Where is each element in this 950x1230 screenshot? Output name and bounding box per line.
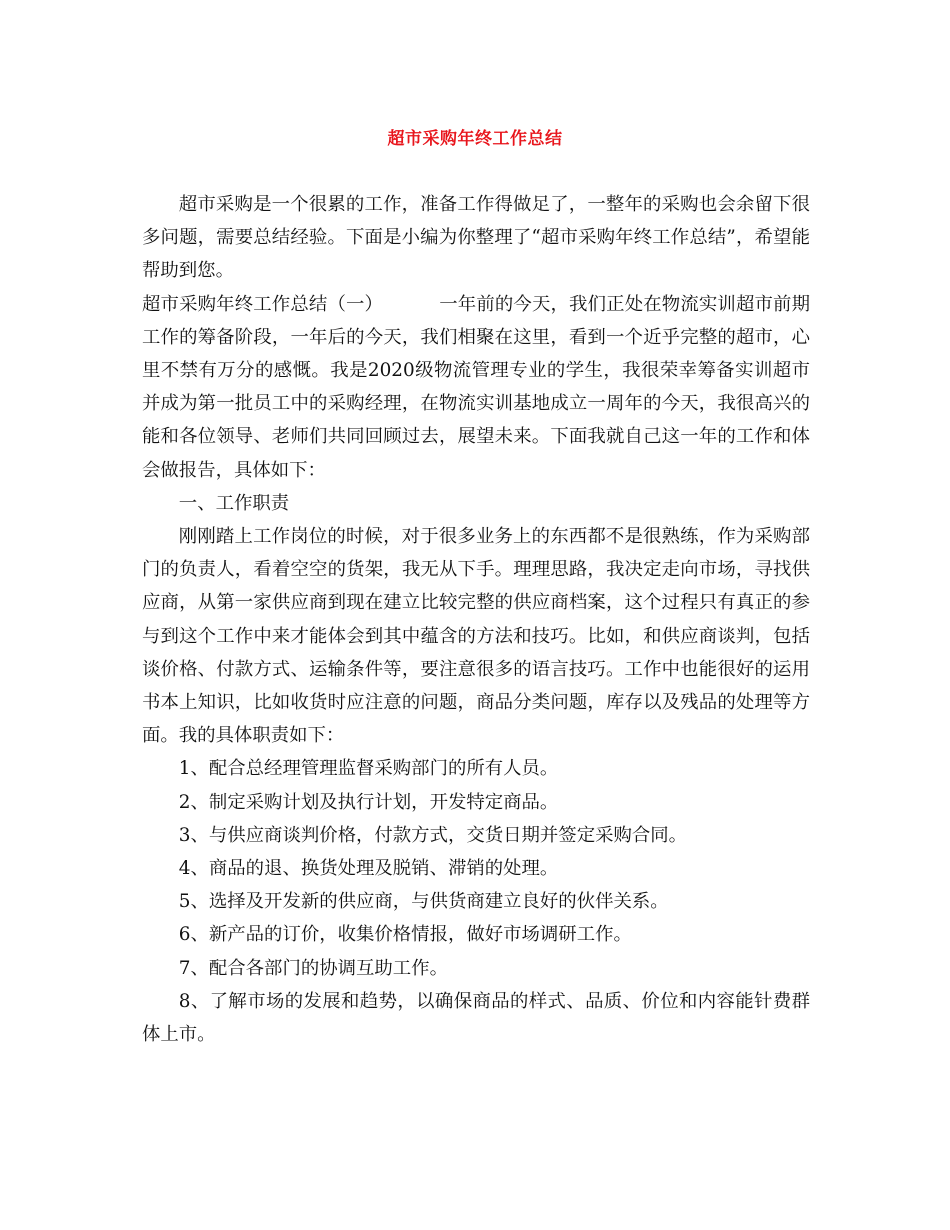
section-1-heading: 超市采购年终工作总结（一）: [142, 293, 384, 315]
duty-item-5: 5、选择及开发新的供应商，与供货商建立良好的伙伴关系。: [178, 891, 669, 913]
duty-item-1: 1、配合总经理管理监督采购部门的所有人员。: [178, 758, 559, 780]
duty-item-3: 3、与供应商谈判价格，付款方式，交货日期并签定采购合同。: [178, 824, 688, 846]
duty-item-2: 2、制定采购计划及执行计划，开发特定商品。: [178, 791, 559, 813]
duty-item-8: 8、了解市场的发展和趋势，以确保商品的样式、品质、价位和内容能针费群体上市。: [142, 990, 810, 1046]
document-body: [142, 188, 810, 1051]
duty-item-4: 4、商品的退、换货处理及脱销、滞销的处理。: [178, 858, 559, 880]
duty-item-6: 6、新产品的订价，收集价格情报，做好市场调研工作。: [178, 924, 632, 946]
duty-item-7: 7、配合各部门的协调互助工作。: [178, 957, 448, 979]
duty-paragraph: 刚刚踏上工作岗位的时候，对于很多业务上的东西都不是很熟练，作为采购部门的负责人，看着空空的货架，我无从下手。理理思路，我决定走向市场，寻找供应商，从第一家供应商到现在建立比较完整的供应商档案，这个过程只有真正的参与到这个工作中来才能体会到其中蕴含的方法和技巧。比如，和供应商谈判，包括谈价格、付款方式、运输条件等，要注意很多的语言技巧。工作中也能很好的运用书本上知识，比如收货时应注意的问题，商品分类问题，库存以及残品的处理等方面。我的具体职责如下：: [142, 526, 810, 747]
section-1-text: 一年前的今天，我们正处在物流实训超市前期工作的筹备阶段，一年后的今天，我们相聚在这里，看到一个近乎完整的超市，心里不禁有万分的感慨。我是2020级物流管理专业的学生，我很荣幸筹备实训超市并成为第一批员工中的采购经理，在物流实训基地成立一周年的今天，我很高兴的能和各位领导、老师们共同回顾过去，展望未来。下面我就自己这一年的工作和体会做报告，具体如下：: [142, 293, 810, 481]
document-title: 超市采购年终工作总结: [387, 129, 563, 149]
intro-paragraph: 超市采购是一个很累的工作，准备工作得做足了，一整年的采购也会余留下很多问题，需要总结经验。下面是小编为你整理了“超市采购年终工作总结”，希望能帮助到您。: [142, 194, 810, 282]
section-1-paragraph: [142, 288, 810, 487]
sub-heading-duties: 一、工作职责: [178, 492, 290, 514]
